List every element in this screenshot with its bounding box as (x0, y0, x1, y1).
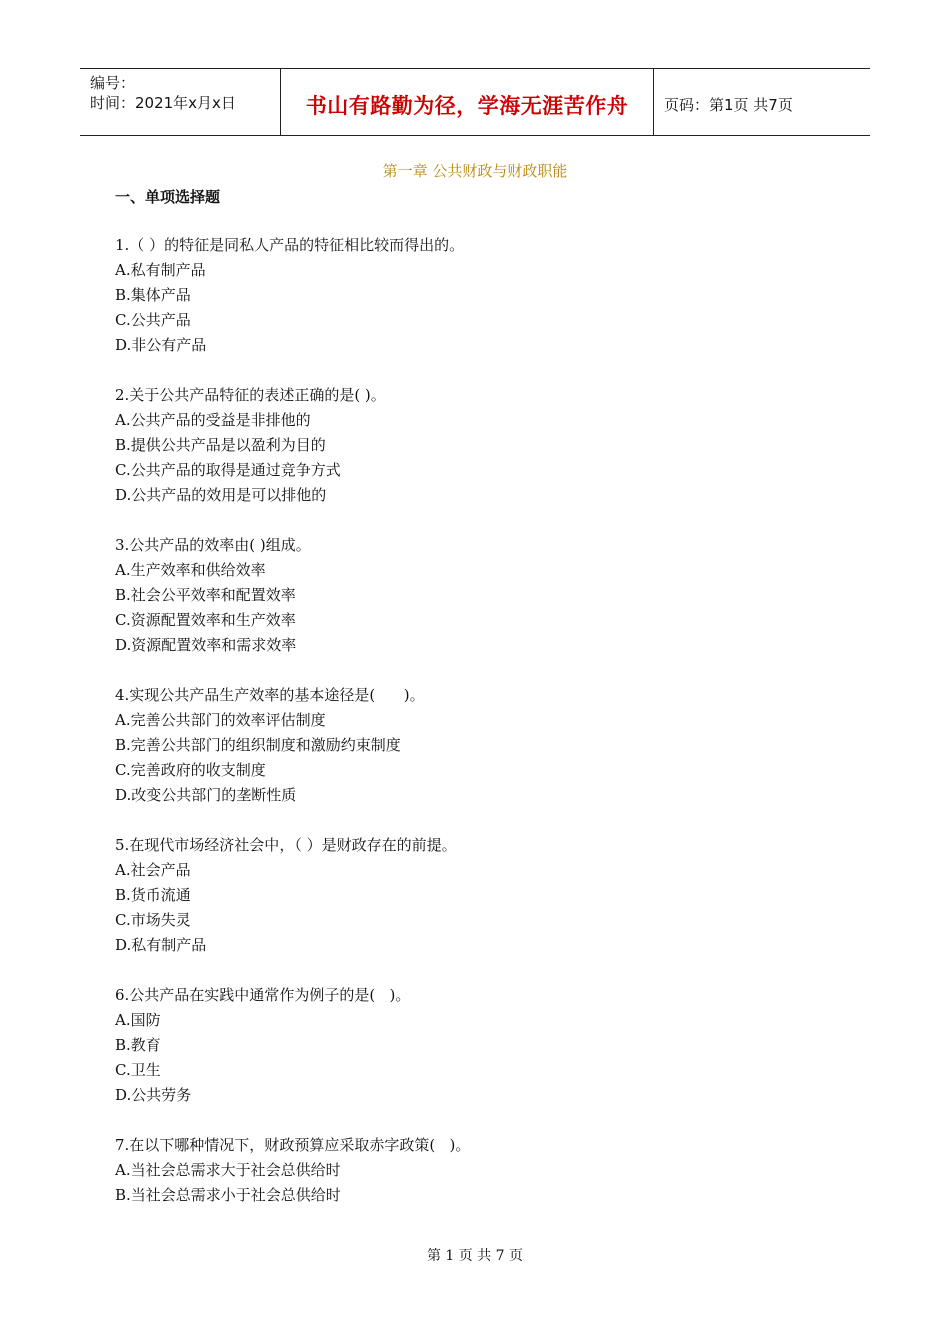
question-item (115, 383, 815, 508)
answer-option: B.完善公共部门的组织制度和激励约束制度 (115, 736, 401, 754)
answer-option: B.当社会总需求小于社会总供给时 (115, 1186, 341, 1204)
page-footer: 第 1 页 共 7 页 (426, 1248, 524, 1264)
answer-option: A.公共产品的受益是非排他的 (115, 411, 311, 429)
answer-option: B.社会公平效率和配置效率 (115, 586, 296, 604)
chapter-title: 第一章 公共财政与财政职能 (382, 162, 568, 180)
answer-option: B.集体产品 (115, 286, 191, 304)
answer-option: D.私有制产品 (115, 936, 207, 954)
answer-option: C.公共产品的取得是通过竞争方式 (115, 461, 341, 479)
question-item (115, 833, 815, 958)
document-header (80, 68, 870, 136)
answer-option: A.私有制产品 (115, 261, 206, 279)
answer-option: D.公共产品的效用是可以排他的 (115, 486, 327, 504)
question-stem: 6.公共产品在实践中通常作为例子的是( )。 (115, 986, 411, 1004)
answer-option: B.提供公共产品是以盈利为目的 (115, 436, 326, 454)
question-stem: 3.公共产品的效率由( )组成。 (115, 536, 311, 554)
section-title: 一、单项选择题 (115, 188, 221, 206)
answer-option: C.公共产品 (115, 311, 191, 329)
question-stem: 7.在以下哪种情况下，财政预算应采取赤字政策( )。 (115, 1136, 471, 1154)
question-stem: 2.关于公共产品特征的表述正确的是( )。 (115, 386, 386, 404)
answer-option: D.资源配置效率和需求效率 (115, 636, 297, 654)
answer-option: A.社会产品 (115, 861, 191, 879)
question-item (115, 683, 815, 808)
answer-option: B.教育 (115, 1036, 161, 1054)
question-list (115, 233, 815, 1233)
answer-option: C.完善政府的收支制度 (115, 761, 266, 779)
question-item (115, 1133, 815, 1208)
header-page-info: 页码：第1页 共7页 (664, 95, 793, 114)
answer-option: C.卫生 (115, 1061, 161, 1079)
number-label: 编号： (90, 74, 136, 92)
question-item (115, 983, 815, 1108)
header-meta (80, 69, 281, 135)
question-item (115, 533, 815, 658)
answer-option: A.国防 (115, 1011, 161, 1029)
answer-option: A.当社会总需求大于社会总供给时 (115, 1161, 341, 1179)
answer-option: D.改变公共部门的垄断性质 (115, 786, 297, 804)
header-motto: 书山有路勤为径，学海无涯苦作舟 (281, 69, 654, 135)
question-stem: 1.（ ）的特征是同私人产品的特征相比较而得出的。 (115, 236, 465, 254)
time-label: 时间：2021年x月x日 (90, 94, 236, 112)
answer-option: C.资源配置效率和生产效率 (115, 611, 296, 629)
answer-option: D.公共劳务 (115, 1086, 192, 1104)
answer-option: A.完善公共部门的效率评估制度 (115, 711, 326, 729)
question-stem: 5.在现代市场经济社会中，（ ）是财政存在的前提。 (115, 836, 457, 854)
answer-option: D.非公有产品 (115, 336, 207, 354)
question-stem: 4.实现公共产品生产效率的基本途径是( )。 (115, 686, 425, 704)
answer-option: B.货币流通 (115, 886, 191, 904)
answer-option: C.市场失灵 (115, 911, 191, 929)
question-item (115, 233, 815, 358)
answer-option: A.生产效率和供给效率 (115, 561, 266, 579)
